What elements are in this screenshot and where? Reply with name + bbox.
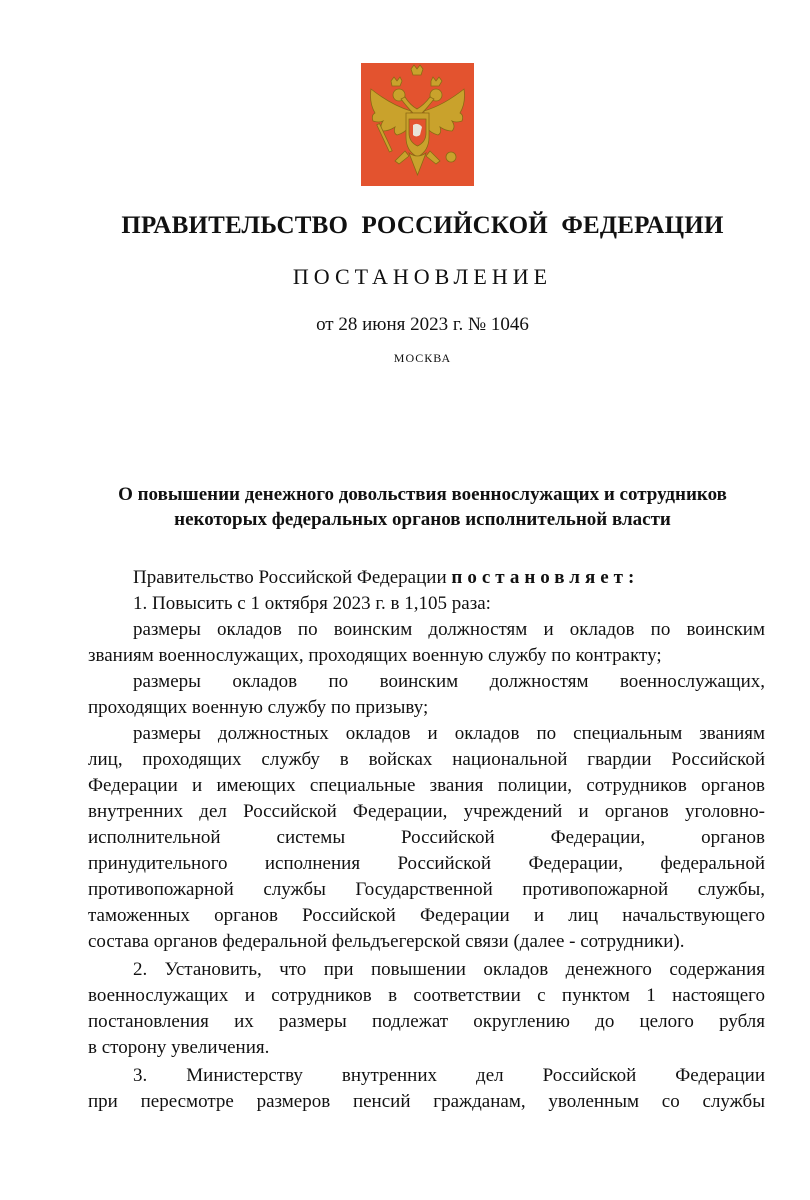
paragraph-line: исполнительной системы Российской Федерации, органов xyxy=(88,827,765,848)
paragraph-line: противопожарной службы Государственной противопожарной службы, xyxy=(88,879,765,900)
subject-line: О повышении денежного довольствия военнослужащих и сотрудников xyxy=(118,484,727,505)
paragraph-line: званиям военнослужащих, проходящих военную службу по контракту; xyxy=(88,645,662,666)
paragraph-line: размеры должностных окладов и окладов по специальным званиям xyxy=(133,723,765,744)
paragraph-line: 3. Министерству внутренних дел Российской Федерации xyxy=(133,1065,765,1086)
document-city: МОСКВА xyxy=(393,351,452,365)
document-body xyxy=(88,565,765,1115)
paragraph-line: принудительного исполнения Российской Федерации, федеральной xyxy=(88,853,765,874)
paragraph-line: лиц, проходящих службу в войсках национальной гвардии Российской xyxy=(88,749,765,770)
government-title: ПРАВИТЕЛЬСТВО РОССИЙСКОЙ ФЕДЕРАЦИИ xyxy=(121,212,724,239)
paragraph-line: в сторону увеличения. xyxy=(88,1037,270,1058)
paragraph-line: размеры окладов по воинским должностям военнослужащих, xyxy=(133,671,765,692)
preamble-resolves: постановляет: xyxy=(451,567,640,588)
document-subject xyxy=(70,482,775,532)
document-type: ПОСТАНОВЛЕНИЕ xyxy=(292,264,553,289)
paragraph-line: внутренних дел Российской Федерации, учреждений и органов уголовно- xyxy=(88,801,765,822)
paragraph-preamble xyxy=(88,565,765,591)
document-date-number: от 28 июня 2023 г. № 1046 xyxy=(316,314,529,335)
preamble-lead: Правительство Российской Федерации xyxy=(133,567,452,588)
paragraph-line: 1. Повысить с 1 октября 2023 г. в 1,105 раза: xyxy=(133,593,491,614)
paragraph-line: 2. Установить, что при повышении окладов денежного содержания xyxy=(133,959,765,980)
paragraph-line: постановления их размеры подлежат округлению до целого рубля xyxy=(88,1011,765,1032)
paragraph-line: проходящих военную службу по призыву; xyxy=(88,697,429,718)
subject-line: некоторых федеральных органов исполнительной власти xyxy=(174,509,671,530)
paragraph-line: таможенных органов Российской Федерации и лиц начальствующего xyxy=(88,905,765,926)
paragraph-line: при пересмотре размеров пенсий гражданам, уволенным со службы xyxy=(88,1091,765,1112)
paragraph-line: военнослужащих и сотрудников в соответствии с пунктом 1 настоящего xyxy=(88,985,765,1006)
paragraph-line: размеры окладов по воинским должностям и окладов по воинским xyxy=(133,619,765,640)
coat-of-arms-icon xyxy=(361,63,474,186)
paragraph-line: состава органов федеральной фельдъегерской связи (далее - сотрудники). xyxy=(88,931,685,952)
paragraph-line: Федерации и имеющих специальные звания полиции, сотрудников органов xyxy=(88,775,765,796)
